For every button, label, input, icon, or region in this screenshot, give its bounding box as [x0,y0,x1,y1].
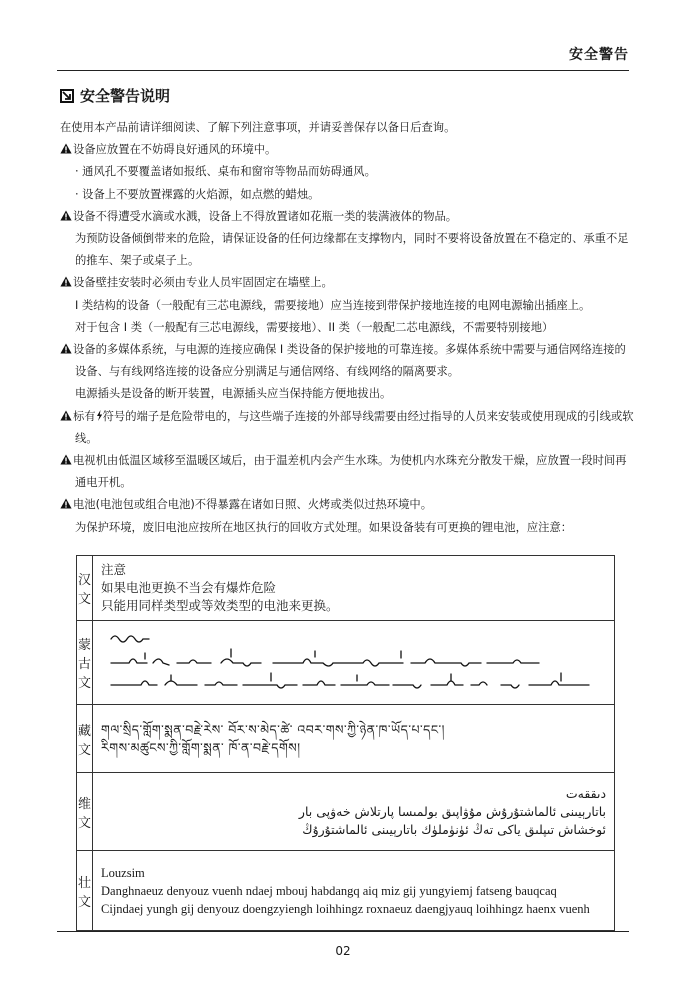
warning-text: 符号的端子是危险带电的，与这些端子连接的外部导线需要由经过指导的人员来安装或使用现成的引线或软线。 [75,409,634,445]
warning-cell [93,556,615,621]
warning-cell [93,773,615,851]
page-number: 02 [335,944,351,958]
warning-item [60,406,635,450]
warning-text: 设备不得遭受水滴或水溅，设备上不得放置诸如花瓶一类的装满液体的物品。 [73,209,458,223]
warning-item [60,494,635,516]
language-label: 维 文 [77,773,93,851]
warning-text: 电池(电池包或组合电池)不得暴露在诸如日照、火烤或类似过热环境中。 [73,498,433,512]
warning-item [60,450,635,494]
cell-line: རིགས་མཚུངས་ཀྱི་གློག་སྨན་ ཁོ་ན་བརྗེ་དགོས། [101,739,301,755]
warning-item [60,206,635,228]
paragraph-text: 电源插头是设备的断开装置，电源插头应当保持能方便地拔出。 [75,387,392,401]
paragraph-text: 为保护环境，废旧电池应按所在地区执行的回收方式处理。如果设备装有可更换的锂电池，应注意： [75,520,573,534]
lightning-bolt-icon [96,410,103,421]
mongolian-script-text [101,624,606,696]
warning-item [60,339,635,383]
header-title: 安全警告 [569,47,629,63]
warning-triangle-icon [60,143,72,154]
cell-line: 如果电池更换不当会有爆炸危险 [101,580,277,595]
cell-line: གལ་སྲིད་གློག་སྨན་བརྗེ་རེས་ བོར་ས་མེད་ཚེ་ འབར་གས་ཀྱི་ཉེན་ཁ་ཡོད་པ་དང་། [101,721,445,737]
warning-triangle-icon [60,210,72,221]
paragraph-text: 为预防设备倾倒带来的危险，请保证设备的任何边缘都在支撑物内，同时不要将设备放置在不稳定的、承重不足的推车、架子或桌子上。 [75,232,629,268]
warning-triangle-icon [60,498,72,509]
warning-triangle-icon [60,410,72,421]
arrow-box-icon [60,89,74,103]
cell-line: باتارېيىنى ئالماشتۇرۇش مۇۋاپىق بولمىسا پارتلاش خەۋپى بار [298,803,607,819]
warning-item [60,272,635,294]
language-label: 藏 文 [77,705,93,773]
bullet-text: · 设备上不要放置裸露的火焰源，如点燃的蜡烛。 [75,187,320,201]
section-heading [60,85,170,106]
warning-cell [93,851,615,931]
warning-item [60,139,635,161]
warning-text: 设备的多媒体系统，与电源的连接应确保 I 类设备的保护接地的可靠连接。多媒体系统中需要与通信网络连接的设备、与有线网络连接的设备应分别满足与通信网络、有线网络的隔离要求。 [73,343,626,379]
language-label: 壮 文 [77,851,93,931]
cell-line: Louzsim [101,865,145,880]
bullet-text: · 通风孔不要覆盖诸如报纸、桌布和窗帘等物品而妨碍通风。 [75,165,376,179]
battery-warning-table [76,555,615,931]
intro-text: 在使用本产品前请详细阅读、了解下列注意事项，并请妥善保存以备日后查询。 [60,121,456,134]
warning-text: 电视机由低温区域移至温暖区域后，由于温差机内会产生水珠。为使机内水珠充分散发干燥，应放置一段时间再通电开机。 [73,454,627,490]
warning-triangle-icon [60,454,72,465]
table-row [77,556,615,621]
cell-line: دىققەت [565,785,607,801]
warning-cell [93,621,615,705]
cell-line: Danghnaeuz denyouz vuenh ndaej mbouj habdangq aiq miz gij yungyiemj fatseng bauqcaq [101,883,557,898]
table-row [77,773,615,851]
warning-content [60,117,635,539]
language-label: 蒙古文 [77,621,93,705]
header-divider [57,70,629,71]
cell-line: Cijndaej yungh gij denyouz doengzyiengh loihhingz roxnaeuz daengjyauq loihhingz haenx vuenh [101,901,590,916]
warning-text: 标有 [73,409,96,423]
table-row [77,851,615,931]
warning-triangle-icon [60,276,72,287]
warning-cell [93,705,615,773]
table-row [77,621,615,705]
language-label: 汉 文 [77,556,93,621]
paragraph-text: I 类结构的设备（一般配有三芯电源线，需要接地）应当连接到带保护接地连接的电网电源输出插座上。 [75,298,591,312]
paragraph-text: 对于包含 I 类（一般配有三芯电源线，需要接地）、II 类（一般配二芯电源线，不需要特别接地） [75,320,554,334]
warning-text: 设备应放置在不妨碍良好通风的环境中。 [73,143,277,157]
cell-line: 注意 [101,562,127,577]
cell-line: ئوخشاش تىپلىق ياكى تەڭ ئۈنۈملۈك باتارېيىنى ئالماشتۇرۇڭ [302,821,607,837]
section-title: 安全警告说明 [80,87,171,105]
warning-text: 设备壁挂安装时必须由专业人员牢固固定在墙壁上。 [73,276,333,290]
footer-divider [57,931,629,932]
table-row [77,705,615,773]
cell-line: 只能用同样类型或等效类型的电池来更换。 [101,598,339,613]
warning-triangle-icon [60,343,72,354]
